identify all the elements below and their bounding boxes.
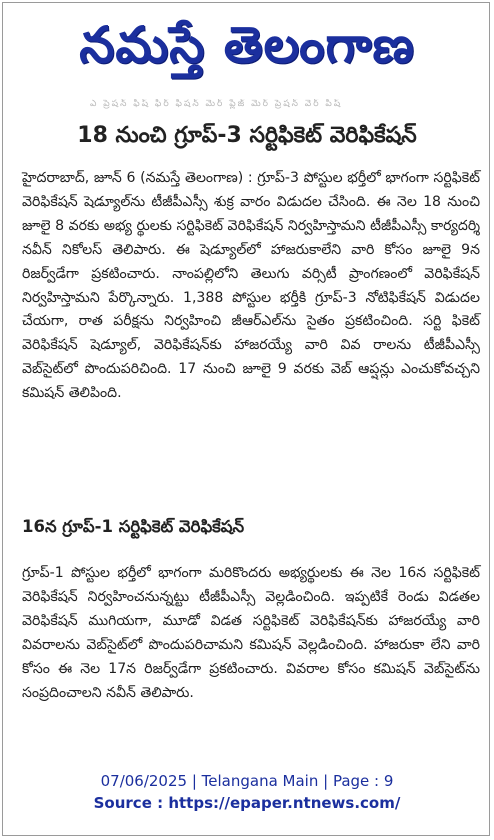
article-headline: 18 నుంచి గ్రూప్‌-3 సర్టిఫికెట్‌ వెరిఫికేషన్‌ bbox=[77, 123, 417, 148]
article-body-2 bbox=[22, 548, 480, 720]
article-body bbox=[22, 167, 480, 406]
page-footer bbox=[0, 770, 494, 814]
faint-bleed-through-text: ఎ ప్రెషన్ ఫిష్ ఫిర్ ఫిషన్ మెర్ ప్లేజ్ మెర్ ప్రెషన్ వెర్ పిష్ bbox=[90, 99, 343, 109]
article-subheadline: 16న గ్రూప్‌-1 సర్టిఫికెట్‌ వెరిఫికేషన్‌ bbox=[22, 517, 245, 536]
newspaper-masthead bbox=[0, 8, 494, 82]
article-paragraph-1: హైదరాబాద్‌, జూన్‌ 6 (నమస్తే తెలంగాణ) : గ్రూప్‌-3 పోస్టుల భర్తీలో భాగంగా సర్టిఫికెట్‌ వెరిఫికేషన్‌ షెడ్యూల్‌ను టీజీపీఎస్సీ శుక్ర వారం విడుదల చేసింది. ఈ నెల 18 నుంచి జూలై 8 వరకు అభ్య ర్థులకు సర్టిఫికెట్‌ వెరిఫికేషన్‌ నిర్వహిస్తామని టీజీపీఎస్సీ కార్యదర్శి నవీన్‌ నికోలస్‌ తెలిపారు. ఈ షెడ్యూల్‌లో హాజరుకాలేని వారి కోసం జూలై 9న రిజర్వ్‌డేగా ప్రకటించారు. నాంపల్లిలోని తెలుగు వర్సిటీ ప్రాంగణంలో వెరిఫికేషన్‌ నిర్వహిస్తామని పేర్కొన్నారు. 1,388 పోస్టుల భర్తీకి గ్రూప్‌-3 నోటిఫికేషన్‌ విడుదల చేయగా, రాత పరీక్షను నిర్వహించి జీఆర్‌ఎల్‌ను సైతం ప్రకటించింది. సర్టి ఫికెట్‌ వెరిఫికేషన్‌ షెడ్యూల్‌, వెరిఫికేషన్‌కు హాజరయ్యే వారి వివ రాలను టీజీపీఎస్సీ వెబ్‌సైట్‌లో పొందుపరిచింది. 17 నుంచి జూలై 9 వరకు వెబ్‌ ఆప్షన్లు ఎంచుకోవచ్చని కమిషన్‌ తెలిపింది. bbox=[22, 170, 480, 402]
article-paragraph-2: గ్రూప్‌-1 పోస్టుల భర్తీలో భాగంగా మరికొందరు అభ్యర్థులకు ఈ నెల 16న సర్టిఫికెట్‌ వెరిఫికేషన్‌ నిర్వహించనున్నట్టు టీజీపీఎస్సీ వెల్లడించింది. ఇప్పటికే రెండు విడతల వెరిఫికేషన్‌ ముగియగా, మూడో విడత సర్టిఫికెట్‌ వెరిఫికేషన్‌కు హాజరయ్యే వారి వివరాలను వెబ్‌సైట్‌లో పొందుపరిచామని కమిషన్‌ వెల్లడించింది. హాజరుకా లేని వారి కోసం ఈ నెల 17న రిజర్వ్‌డేగా ప్రకటించారు. వివరాల కోసం కమిషన్‌ వెబ్‌సైట్‌ను సంప్రదించాలని నవీన్‌ తెలిపారు. bbox=[22, 565, 480, 701]
masthead-title: నమస్తే తెలంగాణ bbox=[79, 16, 415, 74]
footer-meta: 07/06/2025 | Telangana Main | Page : 9 bbox=[100, 772, 394, 790]
footer-source: Source : https://epaper.ntnews.com/ bbox=[93, 794, 401, 812]
